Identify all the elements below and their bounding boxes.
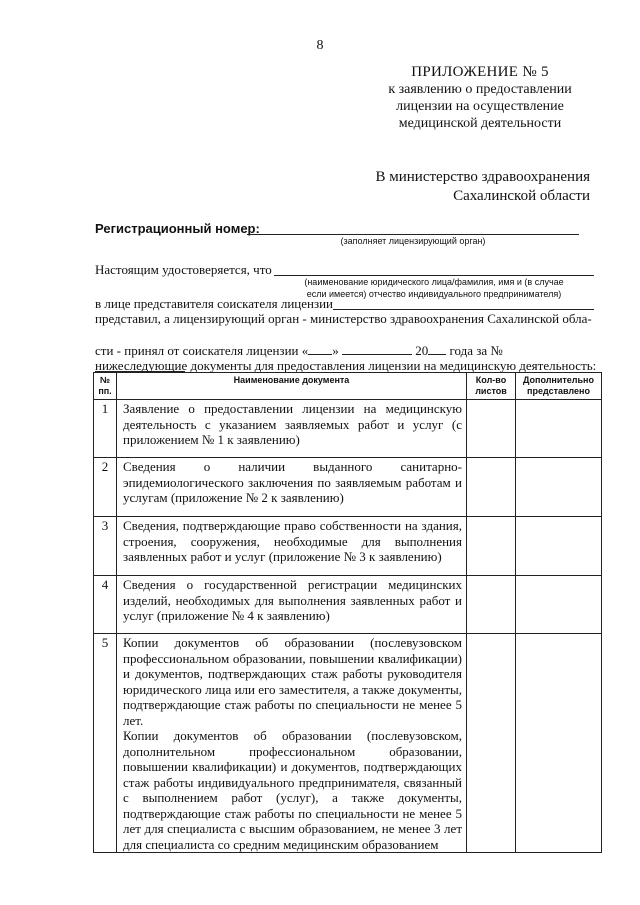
sheets-cell[interactable]	[467, 458, 516, 517]
representative-field[interactable]	[333, 309, 594, 310]
documents-table	[93, 372, 602, 853]
paragraph-line-3: нижеследующие документы для предоставления лицензии на медицинскую деятельность:	[95, 358, 597, 373]
month-field[interactable]	[342, 342, 412, 355]
header-extra: Дополнительно представлено	[516, 373, 602, 400]
annex-line: лицензии на осуществление	[396, 99, 564, 114]
row-number: 5	[94, 634, 117, 853]
date-text-a: сти - принял от соискателя лицензии «	[95, 343, 309, 358]
header-sheets: Кол-во листов	[467, 373, 516, 400]
table-row	[94, 634, 602, 853]
extra-cell[interactable]	[516, 634, 602, 853]
date-text-b: »	[332, 343, 339, 358]
representative-text: в лице представителя соискателя лицензии	[95, 296, 334, 311]
row-number: 1	[94, 400, 117, 458]
table-row	[94, 458, 602, 517]
document-name-part: Копии документов об образовании (послевузовском, дополнительном профессиональном образовании, повышении квалификации) и документов, подтверждающих стаж работы индивидуального предпринимателя, связанный с выполнением работ (услуг), а также документы, подтверждающие стаж работы по специальности не менее 5 лет для специалиста с высшим образованием, не менее 3 лет для специалиста со средним медицинским образованием	[123, 728, 462, 852]
table-row	[94, 517, 602, 576]
day-field[interactable]	[308, 342, 332, 355]
table-row	[94, 576, 602, 634]
sheets-cell[interactable]	[467, 517, 516, 576]
extra-cell[interactable]	[516, 400, 602, 458]
extra-cell[interactable]	[516, 576, 602, 634]
recipient-block	[376, 168, 591, 206]
registration-label: Регистрационный номер:	[95, 221, 260, 236]
table-header-row	[94, 373, 602, 400]
row-number: 3	[94, 517, 117, 576]
document-name: Сведения о государственной регистрации медицинских изделий, необходимых для выполнения заявленных работ и услуг (приложение № 4 к заявлению)	[117, 576, 467, 634]
row-number: 4	[94, 576, 117, 634]
sheets-cell[interactable]	[467, 576, 516, 634]
document-name: Сведения о наличии выданного санитарно-эпидемиологического заключения по заявляемым работам и услугам (приложение № 2 к заявлению)	[117, 458, 467, 517]
year-field[interactable]	[428, 342, 446, 355]
recipient-line: Сахалинской области	[453, 188, 590, 204]
document-name: Сведения, подтверждающие право собственности на здания, строения, сооружения, необходимые для выполнения заявленных работ и услуг (приложение № 3 к заявлению)	[117, 517, 467, 576]
certify-text: Настоящим удостоверяется, что	[95, 262, 272, 277]
registration-note: (заполняет лицензирующий орган)	[340, 236, 486, 246]
number-label: года за №	[449, 343, 503, 358]
recipient-line: В министерство здравоохранения	[375, 169, 590, 185]
annex-header	[370, 64, 590, 132]
document-name	[117, 634, 467, 853]
document-name: Заявление о предоставлении лицензии на медицинскую деятельность с указанием заявляемых работ и услуг (с приложением № 1 к заявлению)	[117, 400, 467, 458]
sheets-cell[interactable]	[467, 634, 516, 853]
table-row	[94, 400, 602, 458]
extra-cell[interactable]	[516, 458, 602, 517]
page-number: 8	[316, 38, 324, 53]
header-name: Наименование документа	[117, 373, 467, 400]
row-number: 2	[94, 458, 117, 517]
year-prefix: 20	[415, 343, 429, 358]
note-line: если имеется) отчество индивидуального предпринимателя)	[306, 289, 562, 299]
document-name-part: Копии документов об образовании (послевузовском профессиональном образовании, повышении квалификации) и документов, подтверждающих стаж работы руководителя юридического лица или его заместителя, а также документы, подтверждающие стаж работы по специальности не менее 5 лет.	[123, 635, 462, 728]
annex-line: к заявлению о предоставлении	[388, 82, 572, 97]
sheets-cell[interactable]	[467, 400, 516, 458]
annex-line: медицинской деятельности	[398, 116, 562, 131]
extra-cell[interactable]	[516, 517, 602, 576]
paragraph-line-1: представил, а лицензирующий орган - министерство здравоохранения Сахалинской обла-	[95, 311, 592, 326]
annex-title: ПРИЛОЖЕНИЕ № 5	[411, 64, 549, 80]
note-line: (наименование юридического лица/фамилия, имя и (в случае	[304, 277, 564, 287]
registration-number-field[interactable]	[247, 234, 579, 235]
header-num: № пп.	[94, 373, 117, 400]
